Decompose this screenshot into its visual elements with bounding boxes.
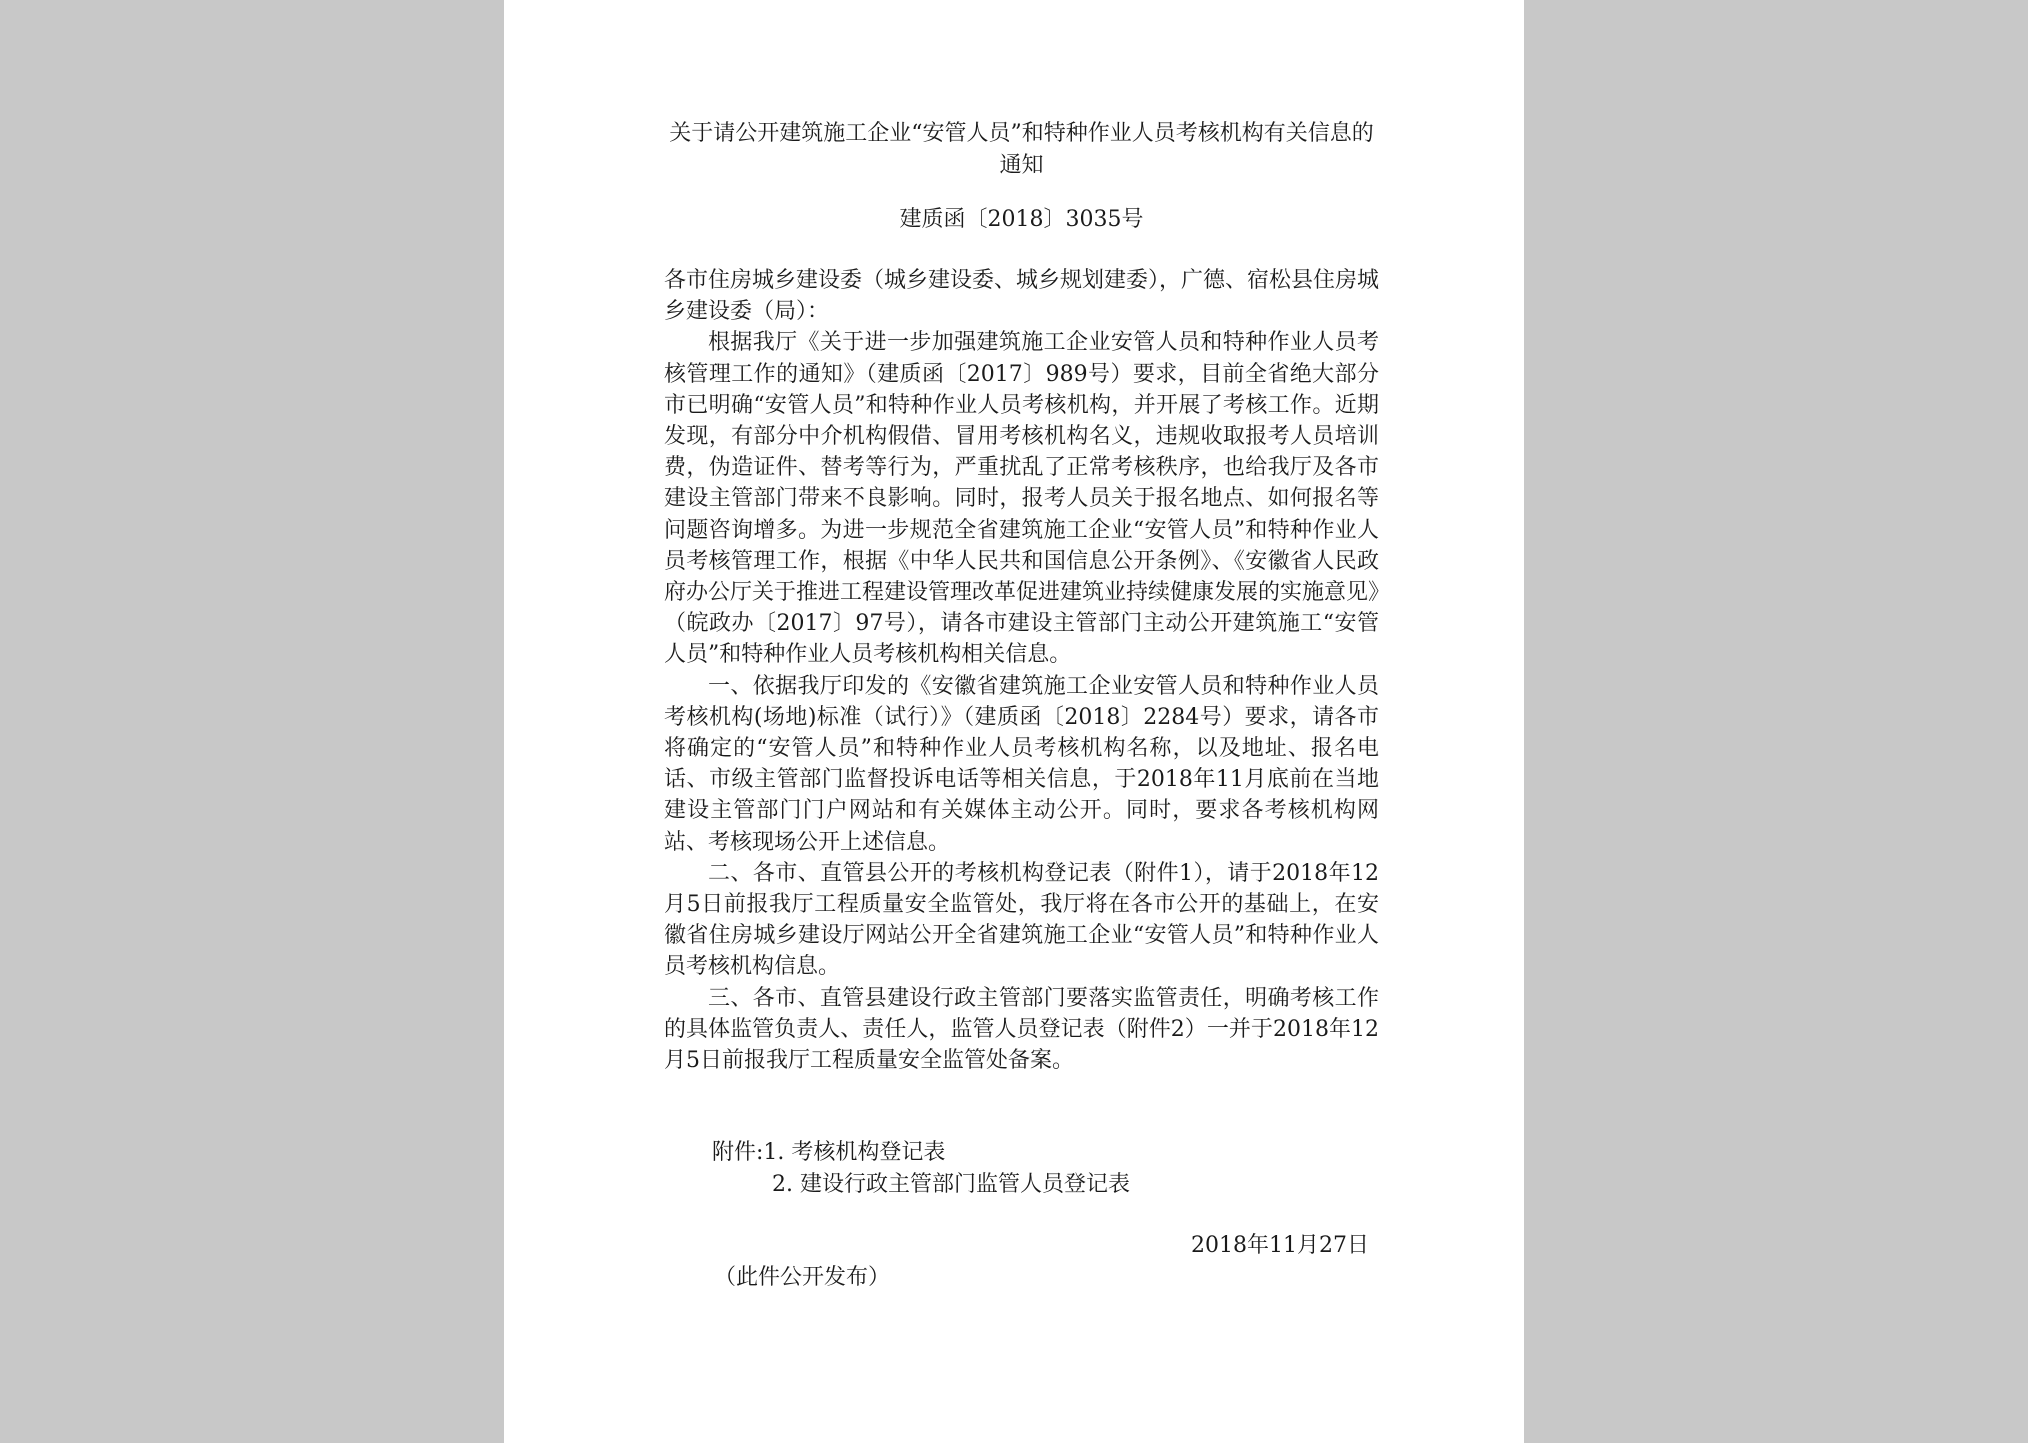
issue-date: 2018年11月27日 — [1191, 1233, 1369, 1258]
attachment-item-2: 2. 建设行政主管部门监管人员登记表 — [772, 1172, 1130, 1197]
paragraph-item-2: 二、各市、直管县公开的考核机构登记表（附件1），请于2018年12月5日前报我厅工程质量安全监管处，我厅将在各市公开的基础上，在安徽省住房城乡建设厅网站公开全省建筑施工企业“安管人员”和特种作业人员考核机构信息。 — [664, 860, 1379, 980]
attachments-block — [712, 1137, 1130, 1201]
paragraph-intro: 根据我厅《关于进一步加强建筑施工企业安管人员和特种作业人员考核管理工作的通知》（建质函〔2017〕989号）要求，目前全省绝大部分市已明确“安管人员”和特种作业人员考核机构，并开展了考核工作。近期发现，有部分中介机构假借、冒用考核机构名义，违规收取报考人员培训费，伪造证件、替考等行为，严重扰乱了正常考核秩序，也给我厅及各市建设主管部门带来不良影响。同时，报考人员关于报名地点、如何报名等问题咨询增多。为进一步规范全省建筑施工企业“安管人员”和特种作业人员考核管理工作，根据《中华人民共和国信息公开条例》、《安徽省人民政府办公厅关于推进工程建设管理改革促进建筑业持续健康发展的实施意见》（皖政办〔2017〕97号），请各市建设主管部门主动公开建筑施工“安管人员”和特种作业人员考核机构相关信息。 — [664, 330, 1380, 668]
document-number: 建质函〔2018〕3035号 — [899, 207, 1144, 232]
document-body — [664, 265, 1379, 1076]
paragraph-item-1: 一、依据我厅印发的《安徽省建筑施工企业安管人员和特种作业人员考核机构(场地)标准（试行）》（建质函〔2018〕2284号）要求，请各市将确定的“安管人员”和特种作业人员考核机构名称，以及地址、报名电话、市级主管部门监督投诉电话等相关信息，于2018年11月底前在当地建设主管部门门户网站和有关媒体主动公开。同时，要求各考核机构网站、考核现场公开上述信息。 — [664, 673, 1379, 855]
attachment-row-2 — [712, 1169, 1130, 1201]
attachments-label: 附件: — [712, 1140, 764, 1165]
document-page — [504, 0, 1524, 1443]
publication-note: （此件公开发布） — [714, 1265, 891, 1290]
addressee: 各市住房城乡建设委（城乡建设委、城乡规划建委），广德、宿松县住房城乡建设委（局）： — [664, 268, 1380, 325]
attachment-row-1 — [712, 1137, 1130, 1169]
attachment-item-1: 1. 考核机构登记表 — [763, 1140, 946, 1165]
document-title: 关于请公开建筑施工企业“安管人员”和特种作业人员考核机构有关信息的通知 — [669, 121, 1374, 178]
paragraph-item-3: 三、各市、直管县建设行政主管部门要落实监管责任，明确考核工作的具体监管负责人、责任人，监管人员登记表（附件2）一并于2018年12月5日前报我厅工程质量安全监管处备案。 — [664, 985, 1379, 1074]
